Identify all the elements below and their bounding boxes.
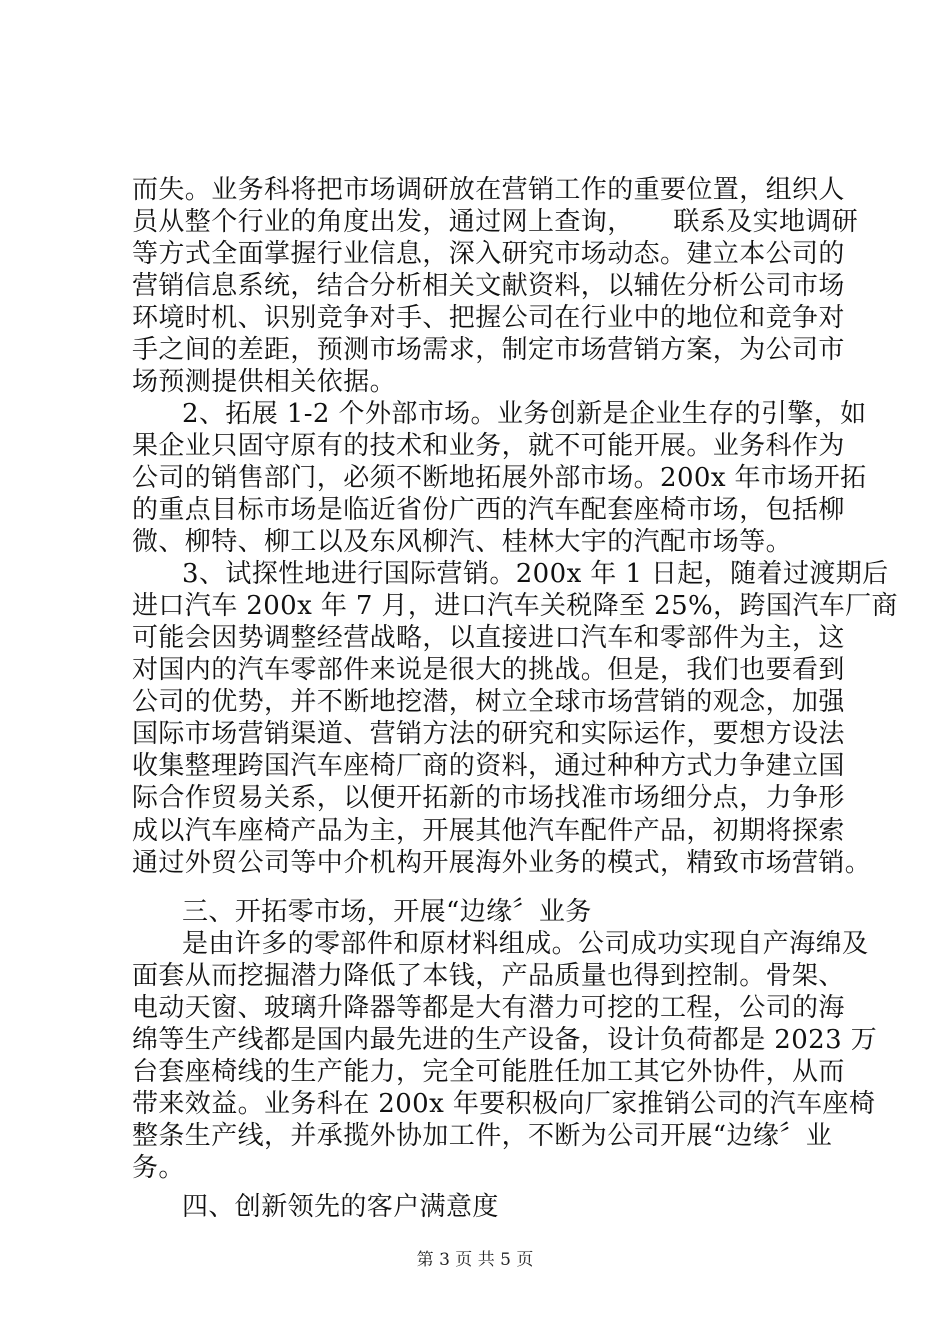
text-line: 带来效益。业务科在 200x 年要积极向厂家推销公司的汽车座椅 <box>132 1089 876 1119</box>
text-line: 环境时机、识别竞争对手、把握公司在行业中的地位和竞争对 <box>132 303 845 333</box>
text-line: 可能会因势调整经营战略，以直接进口汽车和零部件为主，这 <box>132 623 845 653</box>
text-line: 的重点目标市场是临近省份广西的汽车配套座椅市场，包括柳 <box>132 495 845 525</box>
text-line: 公司的销售部门，必须不断地拓展外部市场。200x 年市场开拓 <box>132 463 867 493</box>
text-line: 微、柳特、柳工以及东风柳汽、桂林大宇的汽配市场等。 <box>132 527 793 557</box>
text-line: 通过外贸公司等中介机构开展海外业务的模式，精致市场营销。 <box>132 848 872 878</box>
section-heading: 三、开拓零市场，开展“边缘〞业务 <box>182 897 592 927</box>
text-line: 际合作贸易关系，以便开拓新的市场找准市场细分点，力争形 <box>132 783 845 813</box>
text-line: 手之间的差距，预测市场需求，制定市场营销方案，为公司市 <box>132 335 845 365</box>
text-line: 员从整个行业的角度出发，通过网上查询， 联系及实地调研 <box>132 207 859 237</box>
text-line: 面套从而挖掘潜力降低了本钱，产品质量也得到控制。骨架、 <box>132 961 845 991</box>
text-line: 而失。业务科将把市场调研放在营销工作的重要位置，组织人 <box>132 175 845 205</box>
text-line: 成以汽车座椅产品为主，开展其他汽车配件产品，初期将探索 <box>132 816 845 846</box>
text-line: 是由许多的零部件和原材料组成。公司成功实现自产海绵及 <box>182 929 869 959</box>
section-heading: 四、创新领先的客户满意度 <box>182 1192 499 1222</box>
text-line: 进口汽车 200x 年 7 月，进口汽车关税降至 25%，跨国汽车厂商 <box>132 591 898 621</box>
page-footer: 第 3 页 共 5 页 <box>416 1250 534 1270</box>
text-line: 3、试探性地进行国际营销。200x 年 1 日起，随着过渡期后 <box>182 559 889 589</box>
text-line: 整条生产线，并承揽外协加工件，不断为公司开展“边缘〞业 <box>132 1121 833 1151</box>
text-line: 公司的优势，并不断地挖潜，树立全球市场营销的观念，加强 <box>132 687 845 717</box>
text-line: 国际市场营销渠道、营销方法的研究和实际运作，要想方设法 <box>132 719 845 749</box>
text-line: 绵等生产线都是国内最先进的生产设备，设计负荷都是 2023 万 <box>132 1025 878 1055</box>
text-line: 台套座椅线的生产能力，完全可能胜任加工其它外协件，从而 <box>132 1057 845 1087</box>
text-line: 收集整理跨国汽车座椅厂商的资料，通过种种方式力争建立国 <box>132 751 845 781</box>
text-line: 务。 <box>132 1153 185 1183</box>
text-line: 电动天窗、玻璃升降器等都是大有潜力可挖的工程，公司的海 <box>132 993 845 1023</box>
text-line: 果企业只固守原有的技术和业务，就不可能开展。业务科作为 <box>132 431 845 461</box>
text-line: 2、拓展 1-2 个外部市场。业务创新是企业生存的引擎，如 <box>182 399 867 429</box>
text-line: 对国内的汽车零部件来说是很大的挑战。但是，我们也要看到 <box>132 655 845 685</box>
text-line: 等方式全面掌握行业信息，深入研究市场动态。建立本公司的 <box>132 239 845 269</box>
text-line: 场预测提供相关依据。 <box>132 367 397 397</box>
text-line: 营销信息系统，结合分析相关文献资料，以辅佐分析公司市场 <box>132 271 845 301</box>
